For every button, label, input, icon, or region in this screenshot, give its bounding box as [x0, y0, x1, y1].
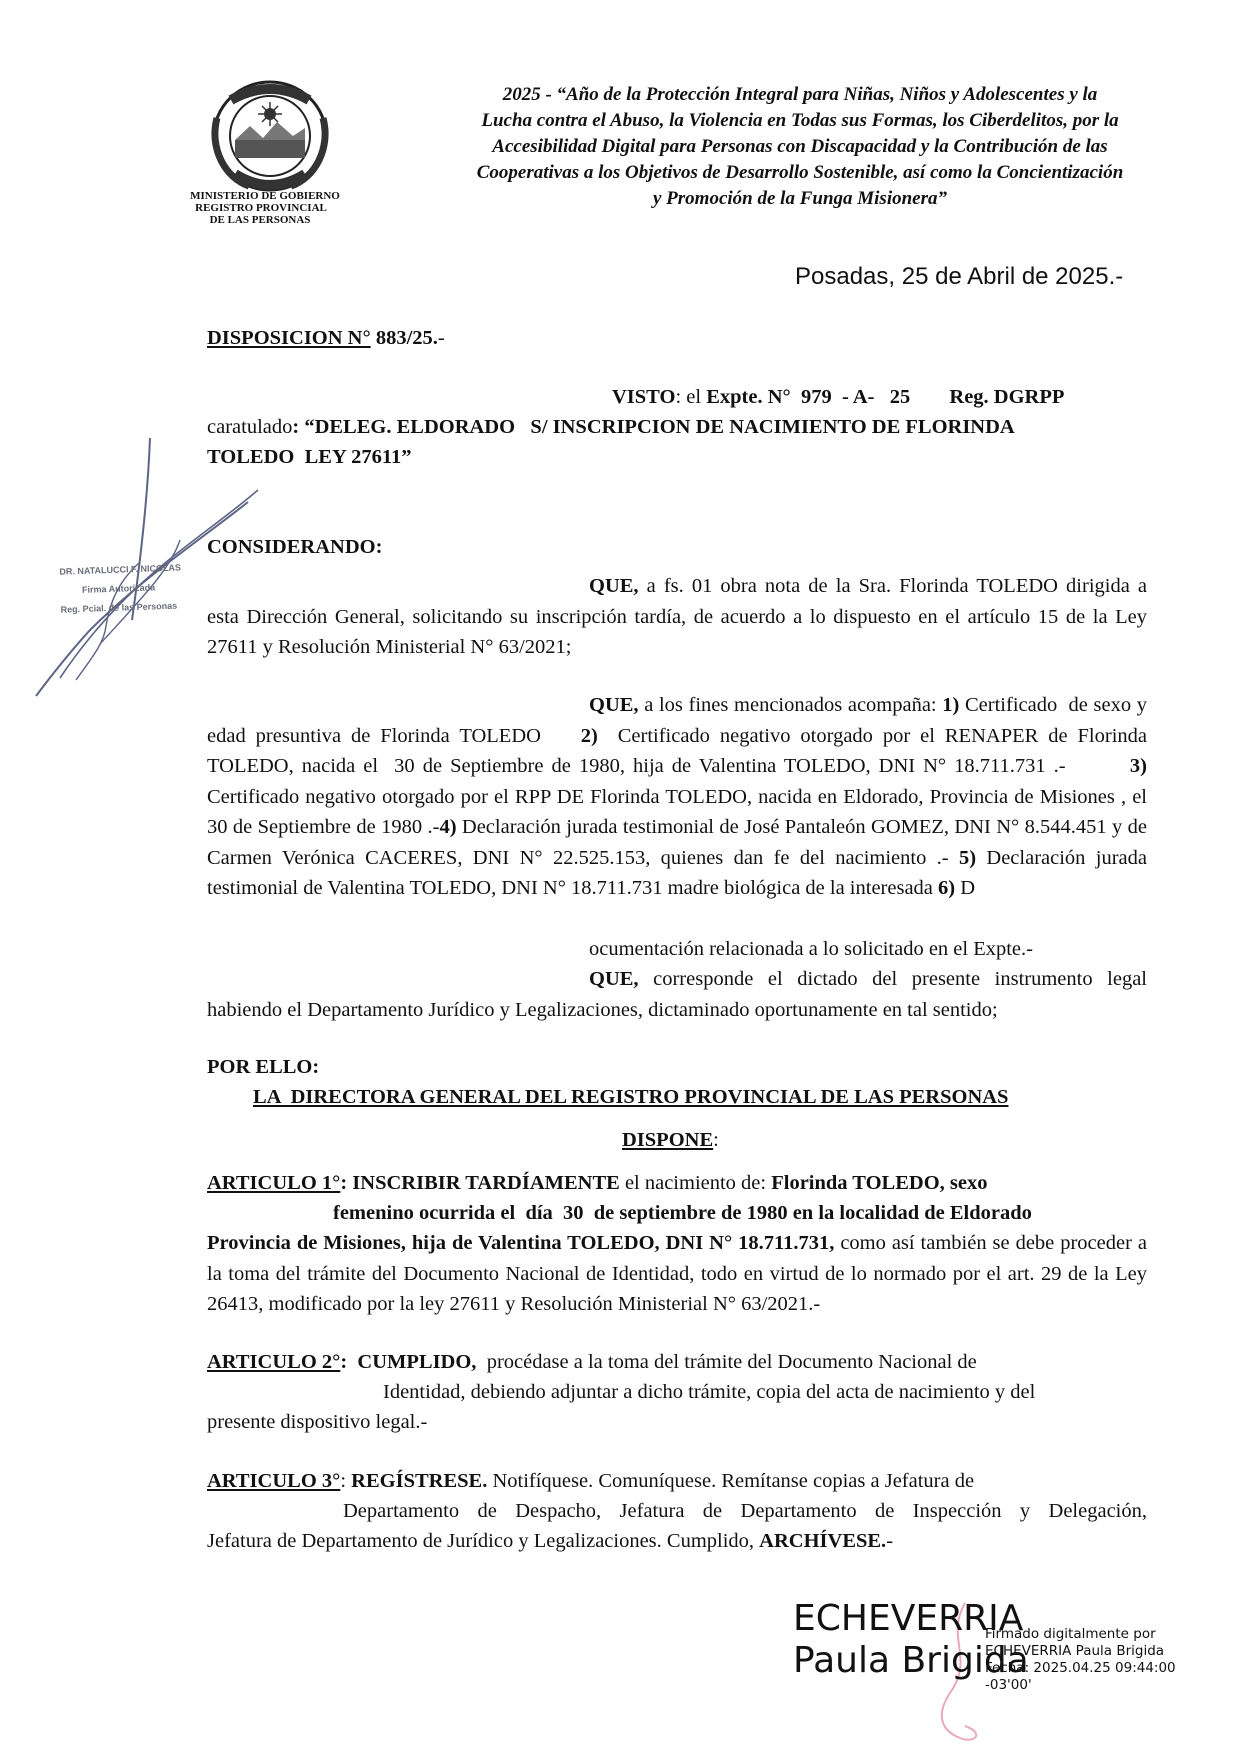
motto-line: Cooperativas a los Objetivos de Desarrollo Sostenible, así como la Concientización	[476, 162, 1124, 183]
ministry-line: MINISTERIO DE GOBIERNO	[190, 190, 340, 202]
signature-note-line: Firmado digitalmente por	[985, 1626, 1156, 1642]
year-motto	[440, 82, 1160, 212]
que-text: Certificado de sexo y edad presuntiva de Florinda TOLEDO	[207, 694, 1153, 747]
que-paragraph-1	[207, 571, 1147, 663]
directora-heading: LA DIRECTORA GENERAL DEL REGISTRO PROVINCIAL DE LAS PERSONAS	[253, 1086, 1009, 1108]
articulo-bold-text: Florinda TOLEDO, sexo	[771, 1172, 988, 1194]
signature-note-line: -03'00'	[985, 1677, 1032, 1693]
articulo-dash: -	[886, 1530, 894, 1552]
stamp-line: Reg. Pcial. de las Personas	[60, 600, 178, 615]
articulo-text: como así también se debe proceder a la toma del trámite del Documento Nacional de Identidad, todo en virtud de lo normado por el art. 29 de la Ley 26413, modificado por la ley 27611 y Resolución Ministerial N° 63/2021.-	[207, 1232, 1147, 1315]
motto-line: 2025 - “Año de la Protección Integral para Niñas, Niños y Adolescentes y la	[502, 84, 1098, 105]
articulo-1-line-2: femenino ocurrida el día 30 de septiembre de 1980 en la localidad de Eldorado	[333, 1202, 1032, 1224]
motto-line: Accesibilidad Digital para Personas con Discapacidad y la Contribución de las	[492, 136, 1108, 157]
signer-given-names: Paula Brigida	[793, 1640, 1029, 1681]
articulo-2-line-1	[207, 1347, 1147, 1378]
articulo-colon: :	[340, 1351, 348, 1373]
caratula-title-2: TOLEDO LEY 27611”	[207, 446, 412, 468]
articulo-text: Notifíquese. Comuníquese. Remítanse copias a Jefatura de	[487, 1470, 975, 1492]
authorized-signature-stamp	[59, 557, 216, 619]
visto-line	[612, 382, 1064, 413]
disposicion-number: 883/25.	[375, 327, 438, 349]
articulo-2-line-3: presente dispositivo legal.-	[207, 1411, 428, 1433]
que-label: QUE,	[589, 694, 639, 716]
que-paragraph-2	[207, 690, 1153, 904]
ministry-line: REGISTRO PROVINCIAL	[195, 202, 327, 214]
que-text: Declaración jurada testimonial de José Pantaleón GOMEZ, DNI N° 8.544.451 y de Carmen Verónica CACERES, DNI N° 22.525.153, quienes dan fe del nacimiento .-	[207, 816, 1147, 869]
expte-number: Expte. N° 979 - A- 25	[706, 386, 911, 408]
articulo-verb: REGÍSTRESE.	[351, 1470, 488, 1492]
articulo-label: ARTICULO 2°	[207, 1351, 341, 1373]
stamp-line: DR. NATALUCCI F. NICOLAS	[59, 562, 182, 577]
que-paragraph-3	[207, 964, 1147, 1025]
ministry-line: DE LAS PERSONAS	[209, 214, 311, 226]
ministry-header	[170, 190, 360, 226]
signer-surname: ECHEVERRIA	[793, 1598, 1024, 1639]
articulo-text: procédase a la toma del trámite del Documento Nacional de	[476, 1351, 977, 1373]
document-date: Posadas, 25 de Abril de 2025.-	[795, 263, 1124, 290]
articulo-2-line-2: Identidad, debiendo adjuntar a dicho trámite, copia del acta de nacimiento y del	[383, 1381, 1036, 1403]
visto-text: : el	[675, 386, 707, 408]
reg-label: Reg. DGRPP	[949, 386, 1065, 408]
articulo-1-body	[207, 1228, 1147, 1320]
que-text: Certificado negativo otorgado por el RENAPER de Florinda TOLEDO, nacida el 30 de Septiembre de 1980, hija de Valentina TOLEDO, DNI N° 18.711.731 .-	[207, 724, 1152, 777]
item-number: 4)	[439, 816, 457, 838]
que-text: habiendo el Departamento Jurídico y Legalizaciones, dictaminado oportunamente en tal sentido;	[207, 998, 998, 1021]
articulo-1-line-1	[207, 1168, 987, 1199]
que-label: QUE,	[589, 968, 639, 990]
motto-line: Lucha contra el Abuso, la Violencia en Todas sus Formas, los Ciberdelitos, por la	[481, 110, 1119, 131]
item-number: 3)	[1129, 755, 1147, 777]
articulo-3-line-3	[207, 1526, 893, 1557]
item-number: 2)	[580, 724, 598, 747]
que-label: QUE,	[589, 575, 639, 597]
articulo-verb: CUMPLIDO,	[347, 1351, 477, 1373]
articulo-label: ARTICULO 3°	[207, 1470, 341, 1492]
signature-note-line: Fecha: 2025.04.25 09:44:00	[985, 1660, 1176, 1676]
digital-signature-note	[985, 1626, 1176, 1694]
item-number: 1)	[942, 694, 960, 716]
articulo-verb: ARCHÍVESE.	[759, 1530, 887, 1552]
motto-line: y Promoción de la Funga Misionera”	[653, 188, 947, 209]
articulo-text: el nacimiento de:	[619, 1172, 772, 1194]
articulo-bold-text: Provincia de Misiones, hija de Valentina TOLEDO, DNI N° 18.711.731,	[207, 1232, 835, 1254]
que-continuation: ocumentación relacionada a lo solicitado en el Expte.-	[589, 938, 1033, 960]
que-text: a fs. 01 obra nota de la Sra. Florinda TOLEDO	[638, 575, 1058, 597]
visto-label: VISTO	[612, 386, 676, 408]
que-text: dirigida a esta Dirección General, solicitando su inscripción tardía, de acuerdo a lo dispuesto en el artículo 15 de la Ley 27611 y Resolución Ministerial N° 63/2021;	[207, 575, 1147, 658]
item-number: 6)	[938, 877, 956, 899]
que-text: D	[955, 877, 976, 899]
item-number: 5)	[958, 846, 977, 869]
que-text: corresponde el dictado del presente instrumento legal	[638, 968, 1147, 990]
que-text: Declaración jurada testimonial de Valentina TOLEDO, DNI N° 18.711.731 madre biológica de la interesada	[207, 846, 1147, 899]
por-ello-heading: POR ELLO:	[207, 1056, 320, 1078]
que-text: a los fines mencionados acompaña:	[638, 694, 943, 716]
province-seal-icon	[205, 78, 335, 192]
caratula-title-1: : “DELEG. ELDORADO S/ INSCRIPCION DE NACIMIENTO DE FLORINDA	[292, 416, 1015, 438]
caratulado-line	[207, 412, 1147, 443]
disposicion-label: DISPOSICION N°	[207, 327, 371, 349]
articulo-3-line-2: Departamento de Despacho, Jefatura de Departamento de Inspección y Delegación,	[343, 1500, 1147, 1522]
dispone-label: DISPONE	[622, 1129, 714, 1151]
articulo-verb: INSCRIBIR TARDÍAMENTE	[347, 1172, 620, 1194]
dispone-heading	[622, 1125, 719, 1156]
signature-note-line: ECHEVERRIA Paula Brigida	[985, 1643, 1165, 1659]
caratulado-label: caratulado	[207, 416, 293, 438]
articulo-text: Jefatura de Departamento de Jurídico y Legalizaciones. Cumplido,	[207, 1530, 760, 1552]
articulo-label: ARTICULO 1°	[207, 1172, 341, 1194]
articulo-colon: :	[340, 1470, 352, 1492]
disposicion-suffix: -	[437, 327, 445, 349]
considerando-heading: CONSIDERANDO:	[207, 536, 383, 558]
dispone-colon: :	[713, 1129, 719, 1151]
stamp-line: Firma Autorizada	[81, 582, 156, 595]
articulo-3-line-1	[207, 1466, 974, 1497]
disposicion-title	[207, 323, 445, 354]
que-text: Certificado negativo otorgado por el RPP DE Florinda TOLEDO, nacida en Eldorado, Provincia de Misiones , el 30 de Septiembre de 1980 .-	[207, 785, 1147, 838]
articulo-colon: :	[340, 1172, 348, 1194]
